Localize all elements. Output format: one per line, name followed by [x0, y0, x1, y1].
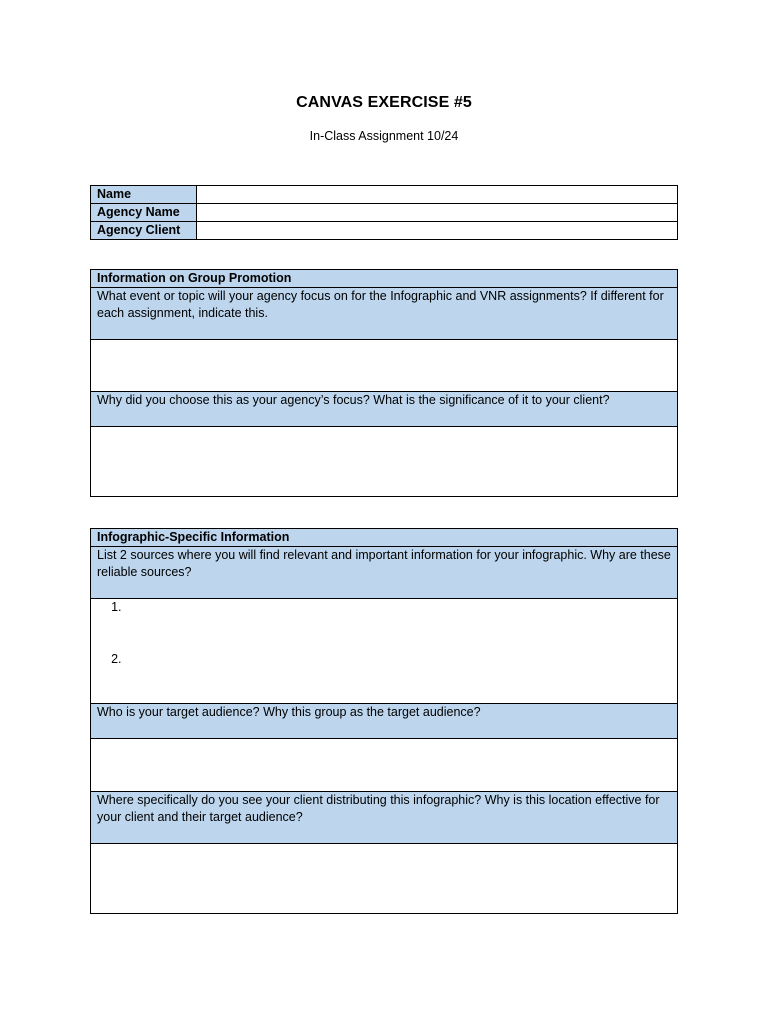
infographic-info-table: [90, 528, 678, 914]
agency-name-row: [91, 204, 678, 222]
group-question-1: What event or topic will your agency focus on for the Infographic and VNR assignments? If different for each assignment, indicate this.: [91, 288, 678, 340]
infographic-answer-3[interactable]: [91, 844, 678, 914]
infographic-header: Infographic-Specific Information: [91, 529, 678, 547]
infographic-answer-row: [91, 599, 678, 704]
infographic-header-row: [91, 529, 678, 547]
group-question-row: [91, 392, 678, 427]
sources-answer-cell: [91, 599, 678, 704]
group-promotion-table: [90, 269, 678, 497]
infographic-question-2: Who is your target audience? Why this group as the target audience?: [91, 704, 678, 739]
document-subtitle: In-Class Assignment 10/24: [309, 129, 459, 143]
group-answer-1[interactable]: [91, 340, 678, 392]
infographic-question-row: [91, 704, 678, 739]
group-promotion-header: Information on Group Promotion: [91, 270, 678, 288]
group-answer-2[interactable]: [91, 427, 678, 497]
group-answer-row: [91, 340, 678, 392]
agency-client-field[interactable]: [197, 222, 678, 240]
source-list-item[interactable]: [125, 599, 671, 616]
infographic-question-3: Where specifically do you see your client distributing this infographic? Why is this location effective for your client and their target audience?: [91, 792, 678, 844]
document-title: CANVAS EXERCISE #5: [296, 94, 472, 111]
infographic-answer-row: [91, 739, 678, 792]
infographic-question-row: [91, 792, 678, 844]
name-field[interactable]: [197, 186, 678, 204]
agency-name-field[interactable]: [197, 204, 678, 222]
infographic-answer-2[interactable]: [91, 739, 678, 792]
agency-name-label: Agency Name: [91, 204, 197, 222]
name-label: Name: [91, 186, 197, 204]
name-row: [91, 186, 678, 204]
agency-client-label: Agency Client: [91, 222, 197, 240]
agency-client-row: [91, 222, 678, 240]
source-list-item[interactable]: [125, 651, 671, 668]
infographic-answer-row: [91, 844, 678, 914]
infographic-question-1: List 2 sources where you will find relevant and important information for your infographic. Why are these reliable sources?: [91, 547, 678, 599]
group-answer-row: [91, 427, 678, 497]
group-question-2: Why did you choose this as your agency’s focus? What is the significance of it to your client?: [91, 392, 678, 427]
student-info-table: [90, 185, 678, 240]
infographic-question-row: [91, 547, 678, 599]
group-question-row: [91, 288, 678, 340]
group-promotion-header-row: [91, 270, 678, 288]
sources-list: [97, 599, 671, 668]
